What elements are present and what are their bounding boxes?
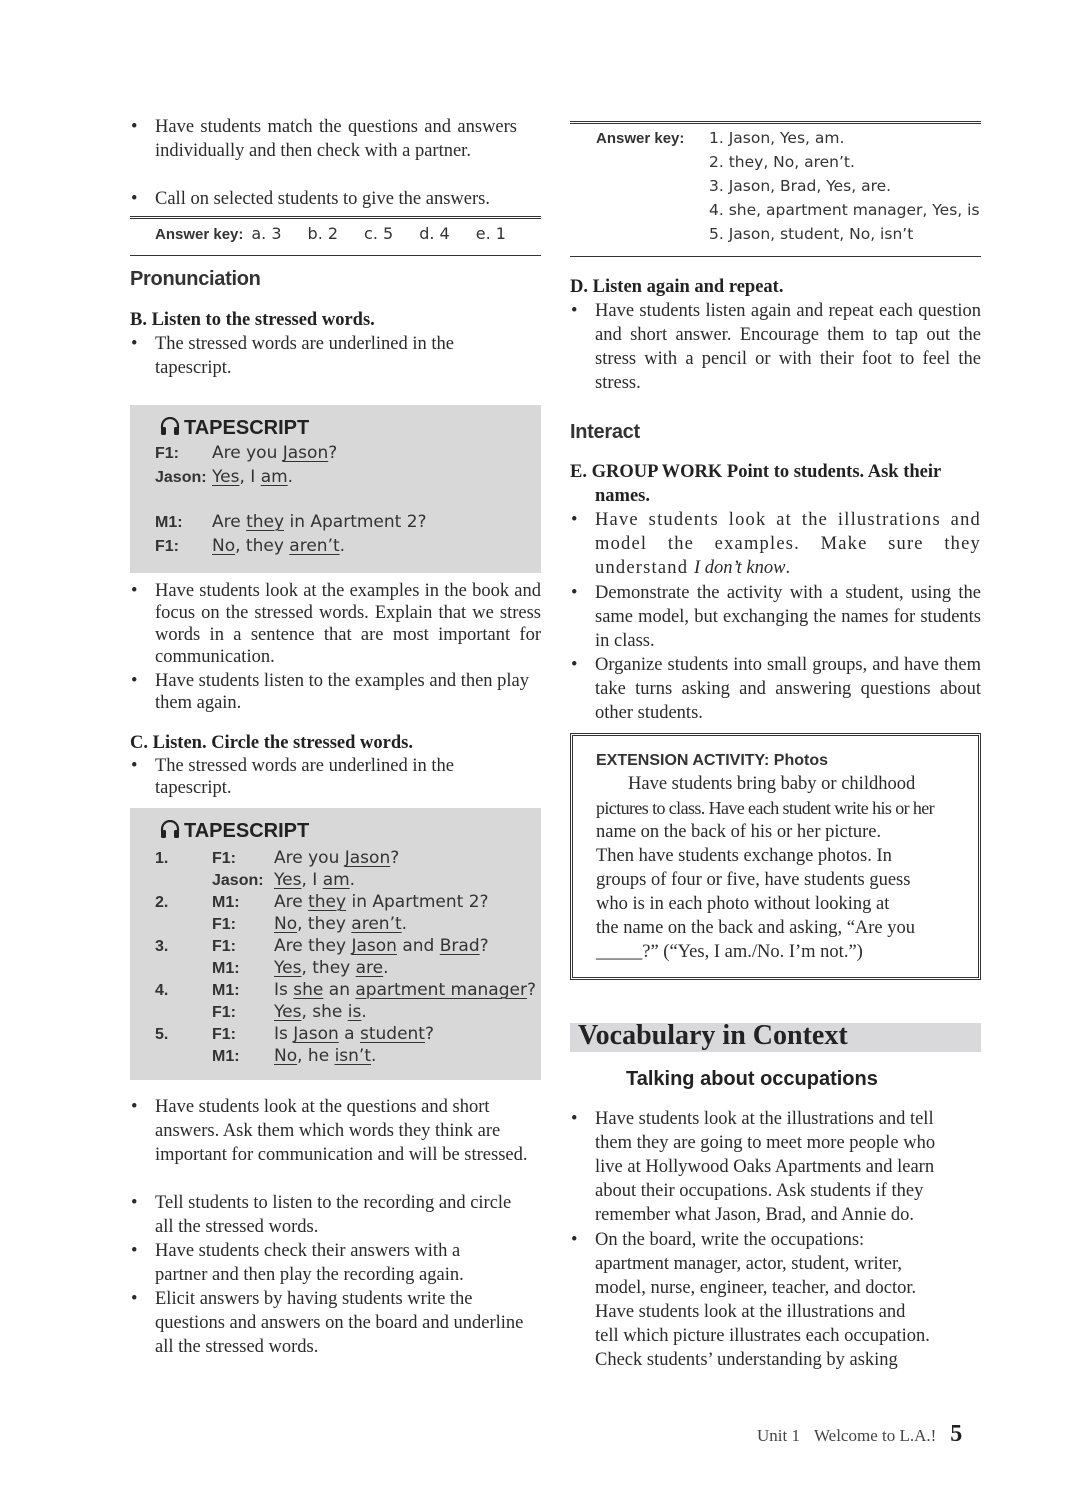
extension-line: _____?” (“Yes, I am./No. I’m not.”) — [596, 942, 863, 962]
speaker-label: M1: — [212, 1048, 240, 1065]
line-text: . — [383, 958, 389, 978]
stressed-word: Jason — [351, 936, 397, 956]
list-item-line: model, nurse, engineer, teacher, and doctor. — [595, 1278, 917, 1298]
extension-line: pictures to class. Have each student write his or her — [596, 798, 935, 818]
page-number: 5 — [950, 1421, 963, 1447]
exercise-title-d: D. Listen again and repeat. — [570, 277, 784, 297]
page-footer — [757, 1421, 962, 1448]
tapescript-line — [155, 535, 345, 557]
line-text: ? — [526, 980, 536, 1000]
answer-key-item: e. 1 — [475, 224, 506, 243]
tapescript-line — [155, 1045, 376, 1067]
stressed-word: No — [212, 536, 236, 556]
tapescript-line — [155, 913, 407, 935]
line-text: in Apartment 2? — [346, 892, 489, 912]
line-text: . — [361, 1002, 367, 1022]
tapescript-line — [155, 891, 489, 913]
line-text: , he — [297, 1046, 335, 1066]
line-text — [212, 536, 345, 556]
line-text — [212, 512, 427, 532]
answer-key-label: Answer key: — [596, 130, 685, 147]
line-text: in Apartment 2? — [284, 512, 427, 532]
tapescript-line — [155, 935, 489, 957]
line-text: Are — [274, 892, 309, 912]
divider — [570, 121, 981, 124]
list-item-line: about their occupations. Ask students if they — [595, 1181, 924, 1201]
extension-line: name on the back of his or her picture. — [596, 822, 882, 842]
answer-key-item: 3. Jason, Brad, Yes, are. — [709, 177, 892, 195]
tapescript-line — [155, 466, 293, 488]
stressed-word: are — [355, 958, 384, 978]
stressed-word: Brad — [439, 936, 480, 956]
line-text — [274, 936, 489, 956]
line-text: ? — [328, 443, 338, 463]
list-item-text: . — [785, 558, 792, 578]
stressed-word: Yes — [212, 467, 240, 487]
extension-line: Then have students exchange photos. In — [596, 846, 892, 866]
stressed-word: apartment manager — [355, 980, 527, 1000]
tapescript-line — [155, 1001, 367, 1023]
answer-key-item: 1. Jason, Yes, am. — [709, 129, 845, 147]
section-heading-interact: Interact — [570, 421, 640, 443]
line-text: a — [338, 1024, 360, 1044]
list-item: • Have students look at the examples in the book and focus on the stressed words. Explain that we stress words in a sentence that are most important for communication. — [155, 580, 541, 668]
list-item — [595, 508, 981, 580]
extension-activity-box — [570, 733, 981, 980]
list-item: • The stressed words are underlined in the tapescript. — [155, 755, 495, 799]
line-number: 2. — [155, 894, 169, 911]
line-text: Are you — [274, 848, 345, 868]
stressed-word: Jason — [293, 1024, 339, 1044]
line-text — [212, 467, 293, 487]
stressed-word: am — [260, 467, 288, 487]
line-text: Are — [212, 512, 247, 532]
headphones-icon — [160, 417, 180, 441]
list-item-line: Check students’ understanding by asking — [595, 1350, 898, 1370]
footer-title: Welcome to L.A.! — [813, 1426, 937, 1445]
line-text: ? — [390, 848, 400, 868]
line-text: , I — [239, 467, 261, 487]
stressed-word: Yes — [274, 870, 302, 890]
answer-key-label: Answer key: — [155, 226, 244, 243]
exercise-title-e: E. GROUP WORK Point to students. Ask their names. — [570, 462, 941, 506]
stressed-word: aren’t — [289, 536, 340, 556]
speaker-label: M1: — [212, 982, 240, 999]
line-number: 4. — [155, 982, 169, 999]
tapescript-box — [130, 405, 541, 573]
divider — [130, 255, 541, 256]
line-text: Are they — [274, 936, 352, 956]
line-text: . — [349, 870, 356, 890]
list-item: • Have students look at the questions and short answers. Ask them which words they think are important for communication and will be stressed. — [155, 1095, 535, 1167]
speaker-label: M1: — [212, 960, 240, 977]
stressed-word: Jason — [344, 848, 391, 868]
line-text: . — [401, 914, 408, 934]
tapescript-line — [155, 442, 337, 464]
line-text: , I — [301, 870, 323, 890]
line-text — [212, 443, 337, 463]
line-text: ? — [479, 936, 489, 956]
line-text — [274, 1046, 376, 1066]
tapescript-line — [155, 1023, 434, 1045]
line-text: . — [371, 1046, 377, 1066]
line-text: , they — [297, 914, 352, 934]
vocabulary-subheading: Talking about occupations — [626, 1068, 878, 1090]
headphones-icon — [160, 820, 180, 844]
speaker-label: F1: — [155, 538, 179, 555]
extension-line: groups of four or five, have students guess — [596, 870, 911, 890]
section-heading-pronunciation: Pronunciation — [130, 268, 261, 290]
stressed-word: No — [274, 1046, 298, 1066]
line-number: 1. — [155, 850, 169, 867]
tapescript-header — [160, 820, 309, 844]
speaker-label: F1: — [212, 850, 236, 867]
stressed-word: they — [308, 892, 347, 912]
line-text: ? — [424, 1024, 435, 1044]
line-text — [274, 870, 355, 890]
list-item: • Tell students to listen to the recording and circle all the stressed words. — [155, 1191, 515, 1239]
list-item — [595, 1107, 981, 1227]
list-item: • Have students check their answers with a partner and then play the recording again. — [155, 1239, 515, 1287]
line-text — [274, 914, 407, 934]
line-number: 5. — [155, 1026, 169, 1043]
line-text: , they — [301, 958, 356, 978]
list-item: • Have students listen again and repeat each question and short answer. Encourage them to tap out the stress with a pencil or with their foot to feel the stress. — [595, 299, 981, 395]
extension-title: EXTENSION ACTIVITY: Photos — [596, 752, 829, 769]
speaker-label: Jason: — [155, 469, 207, 486]
line-text: Are you — [212, 443, 283, 463]
list-item-line: them they are going to meet more people who — [595, 1133, 936, 1153]
answer-key-item: d. 4 — [419, 224, 450, 243]
tapescript-box — [130, 808, 541, 1080]
list-item: • Organize students into small groups, and have them take turns asking and answering questions about other students. — [595, 653, 981, 725]
list-item-line: • Have students look at the illustrations and tell — [595, 1109, 934, 1129]
exercise-title-b: B. Listen to the stressed words. — [130, 310, 375, 330]
answer-key-item: 2. they, No, aren’t. — [709, 153, 855, 171]
extension-line: who is in each photo without looking at — [596, 894, 890, 914]
tapescript-line — [155, 979, 536, 1001]
speaker-label: F1: — [212, 1026, 236, 1043]
divider — [130, 216, 541, 219]
list-item: • Have students match the questions and answers individually and then check with a partner. — [155, 115, 517, 163]
list-item: • Call on selected students to give the answers. — [155, 187, 545, 211]
speaker-label: F1: — [212, 1004, 236, 1021]
stressed-word: Yes — [274, 958, 302, 978]
line-text: Is — [274, 1024, 294, 1044]
line-text — [274, 1024, 434, 1044]
line-text — [274, 892, 489, 912]
line-text: , they — [235, 536, 290, 556]
line-text: and — [396, 936, 440, 956]
tapescript-line — [155, 511, 427, 533]
vocabulary-header-bar — [570, 1020, 981, 1052]
speaker-label: M1: — [212, 894, 240, 911]
speaker-label: Jason: — [212, 872, 264, 889]
line-text: , she — [301, 1002, 348, 1022]
answer-key-item: 5. Jason, student, No, isn’t — [709, 225, 914, 243]
list-item-line: Have students look at the illustrations and — [595, 1302, 906, 1322]
tapescript-title: TAPESCRIPT — [184, 820, 310, 842]
stressed-word: isn’t — [334, 1046, 372, 1066]
stressed-word: is — [347, 1002, 362, 1022]
stressed-word: she — [293, 980, 324, 1000]
speaker-label: M1: — [155, 514, 183, 531]
answer-key-item: b. 2 — [307, 224, 339, 243]
line-text — [274, 980, 536, 1000]
stressed-word: aren’t — [351, 914, 402, 934]
extension-line: the name on the back and asking, “Are you — [596, 918, 916, 938]
line-text: an — [323, 980, 356, 1000]
line-text: Is — [274, 980, 294, 1000]
tapescript-title: TAPESCRIPT — [184, 417, 310, 439]
list-item-text: Have students look at the illustrations and model the examples. Make sure they understand — [595, 510, 981, 578]
divider — [570, 256, 981, 257]
list-item-line: live at Hollywood Oaks Apartments and learn — [595, 1157, 935, 1177]
speaker-label: F1: — [212, 938, 236, 955]
extension-line: Have students bring baby or childhood — [628, 774, 916, 794]
stressed-word: Jason — [282, 443, 329, 463]
list-item: • Elicit answers by having students write the questions and answers on the board and underline all the stressed words. — [155, 1287, 525, 1359]
speaker-label: F1: — [212, 916, 236, 933]
answer-key-item: c. 5 — [364, 224, 394, 243]
stressed-word: student — [359, 1024, 425, 1044]
tapescript-line — [155, 869, 355, 891]
list-item-line: tell which picture illustrates each occupation. — [595, 1326, 930, 1346]
line-text — [274, 848, 399, 868]
list-item: • The stressed words are underlined in the tapescript. — [155, 332, 495, 380]
stressed-word: No — [274, 914, 298, 934]
tapescript-line — [155, 957, 389, 979]
stressed-word: am — [322, 870, 350, 890]
footer-unit: Unit 1 — [757, 1426, 800, 1445]
list-item-line: remember what Jason, Brad, and Annie do. — [595, 1205, 915, 1225]
list-item — [595, 1228, 981, 1372]
section-heading-vocabulary: Vocabulary in Context — [578, 1020, 848, 1051]
tapescript-header — [160, 417, 309, 441]
stressed-word: Yes — [274, 1002, 302, 1022]
list-item-line: apartment manager, actor, student, writer, — [595, 1254, 903, 1274]
line-text — [274, 958, 389, 978]
stressed-word: they — [246, 512, 285, 532]
list-item: • Demonstrate the activity with a student, using the same model, but exchanging the names for students in class. — [595, 581, 981, 653]
line-text: . — [339, 536, 346, 556]
answer-key-item: 4. she, apartment manager, Yes, is — [709, 201, 980, 219]
speaker-label: F1: — [155, 445, 179, 462]
list-item: • Have students listen to the examples and then play them again. — [155, 670, 545, 714]
italic-phrase: I don’t know — [694, 558, 786, 578]
answer-key-item: a. 3 — [251, 224, 282, 243]
list-item-line: • On the board, write the occupations: — [595, 1230, 865, 1250]
tapescript-line — [155, 847, 399, 869]
exercise-title-c: C. Listen. Circle the stressed words. — [130, 733, 413, 753]
line-number: 3. — [155, 938, 169, 955]
line-text — [274, 1002, 367, 1022]
answer-key — [155, 224, 506, 244]
line-text: . — [287, 467, 294, 487]
